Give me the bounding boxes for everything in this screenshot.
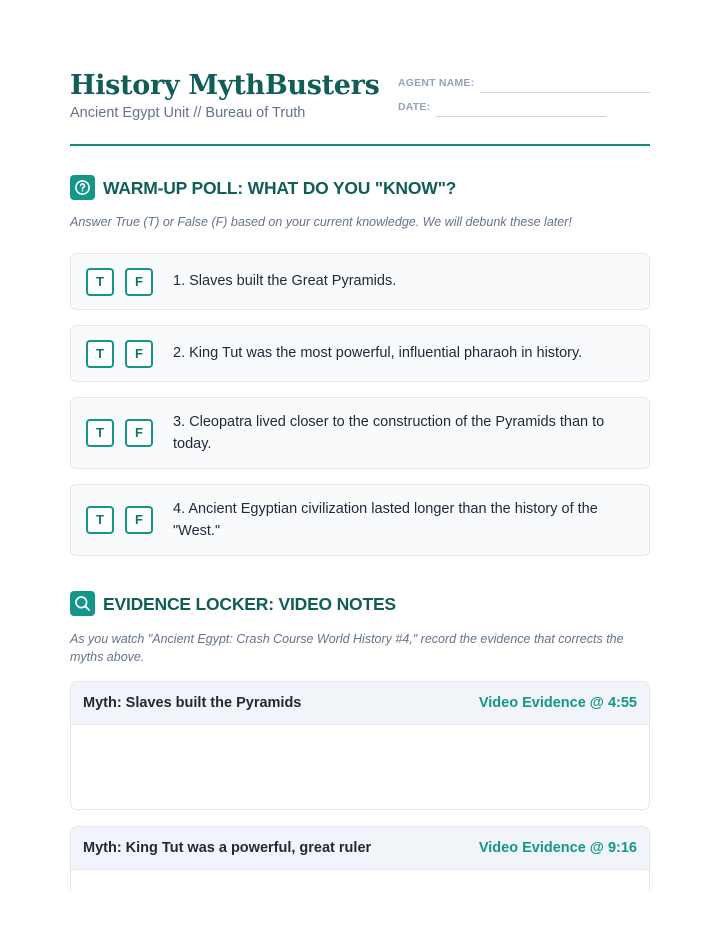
date-field[interactable] xyxy=(436,116,606,117)
poll-section-heading xyxy=(70,175,650,201)
evidence-card-header xyxy=(71,682,649,725)
poll-statement: 4. Ancient Egyptian civilization lasted longer than the history of the "West." xyxy=(173,501,598,539)
true-checkbox[interactable]: T xyxy=(86,419,114,447)
page-bottom-margin xyxy=(68,890,652,932)
agent-name-field[interactable] xyxy=(480,92,650,93)
worksheet-page xyxy=(70,0,650,932)
poll-item xyxy=(70,484,650,556)
evidence-notes-area[interactable] xyxy=(71,726,649,810)
false-checkbox[interactable]: F xyxy=(125,340,153,368)
false-checkbox[interactable]: F xyxy=(125,419,153,447)
poll-statement: 2. King Tut was the most powerful, influential pharaoh in history. xyxy=(173,345,583,361)
true-checkbox[interactable]: T xyxy=(86,268,114,296)
search-icon xyxy=(70,591,95,616)
poll-statement: 3. Cleopatra lived closer to the construction of the Pyramids than to today. xyxy=(173,414,605,452)
evidence-instructions: As you watch "Ancient Egypt: Crash Course World History #4," record the evidence that corrects the myths above. xyxy=(70,632,624,664)
poll-title: WARM-UP POLL: WHAT DO YOU "KNOW"? xyxy=(103,178,457,198)
poll-item xyxy=(70,325,650,382)
agent-name-label: AGENT NAME: xyxy=(398,77,475,89)
myth-label: Myth: King Tut was a powerful, great ruler xyxy=(83,840,372,856)
false-checkbox[interactable]: F xyxy=(125,506,153,534)
poll-item xyxy=(70,397,650,469)
false-checkbox[interactable]: F xyxy=(125,268,153,296)
page-title: History MythBusters xyxy=(70,70,380,101)
evidence-title: EVIDENCE LOCKER: VIDEO NOTES xyxy=(103,594,396,614)
evidence-card-header xyxy=(71,827,649,870)
poll-instructions: Answer True (T) or False (F) based on your current knowledge. We will debunk these later! xyxy=(70,215,572,229)
poll-statement: 1. Slaves built the Great Pyramids. xyxy=(173,273,397,289)
myth-label: Myth: Slaves built the Pyramids xyxy=(83,695,302,711)
question-circle-icon xyxy=(70,175,95,200)
video-timestamp: Video Evidence @ 9:16 xyxy=(478,840,637,856)
video-timestamp: Video Evidence @ 4:55 xyxy=(478,695,637,711)
evidence-section-heading xyxy=(70,591,650,617)
page-subtitle: Ancient Egypt Unit // Bureau of Truth xyxy=(70,105,306,121)
evidence-card xyxy=(70,681,650,810)
true-checkbox[interactable]: T xyxy=(86,340,114,368)
date-label: DATE: xyxy=(398,101,431,113)
header-divider xyxy=(70,144,650,146)
true-checkbox[interactable]: T xyxy=(86,506,114,534)
poll-item xyxy=(70,253,650,310)
header xyxy=(70,70,650,146)
